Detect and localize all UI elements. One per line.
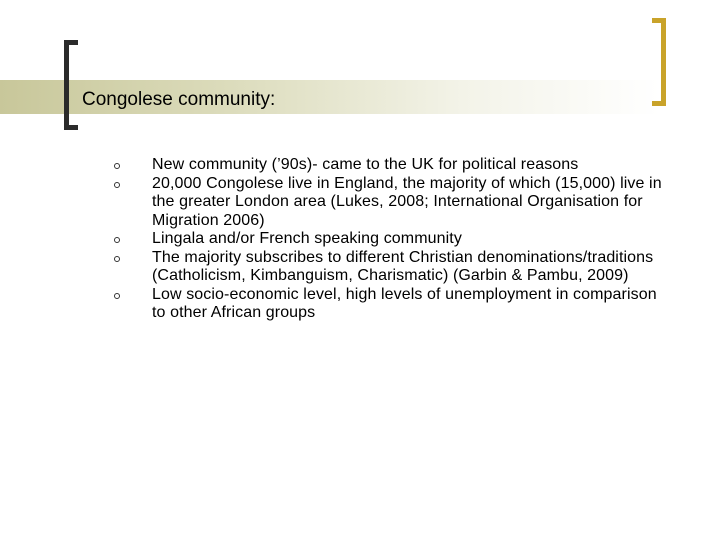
hollow-circle-bullet-icon [114, 182, 120, 188]
bullet-item [114, 156, 674, 175]
left-bracket-decoration [64, 40, 80, 130]
bullet-list [114, 156, 674, 323]
bullet-item [114, 230, 674, 249]
bullet-text: New community (’90s)- came to the UK for political reasons [152, 156, 579, 173]
bullet-text: 20,000 Congolese live in England, the majority of which (15,000) live in the greater London area (Lukes, 2008; International Organisation for Migration 2006) [152, 174, 662, 229]
hollow-circle-bullet-icon [114, 163, 120, 169]
hollow-circle-bullet-icon [114, 256, 120, 262]
right-bracket-decoration [650, 18, 666, 106]
bullet-text: Lingala and/or French speaking community [152, 230, 462, 247]
bullet-item [114, 175, 674, 231]
hollow-circle-bullet-icon [114, 237, 120, 243]
hollow-circle-bullet-icon [114, 293, 120, 299]
bullet-item [114, 249, 674, 286]
bullet-item [114, 286, 674, 323]
bullet-text: The majority subscribes to different Christian denominations/traditions (Catholicism, Kimbanguism, Charismatic) (Garbin & Pambu, 2009) [152, 248, 654, 284]
bullet-text: Low socio-economic level, high levels of unemployment in comparison to other African groups [152, 285, 657, 321]
slide-title: Congolese community: [82, 89, 276, 110]
